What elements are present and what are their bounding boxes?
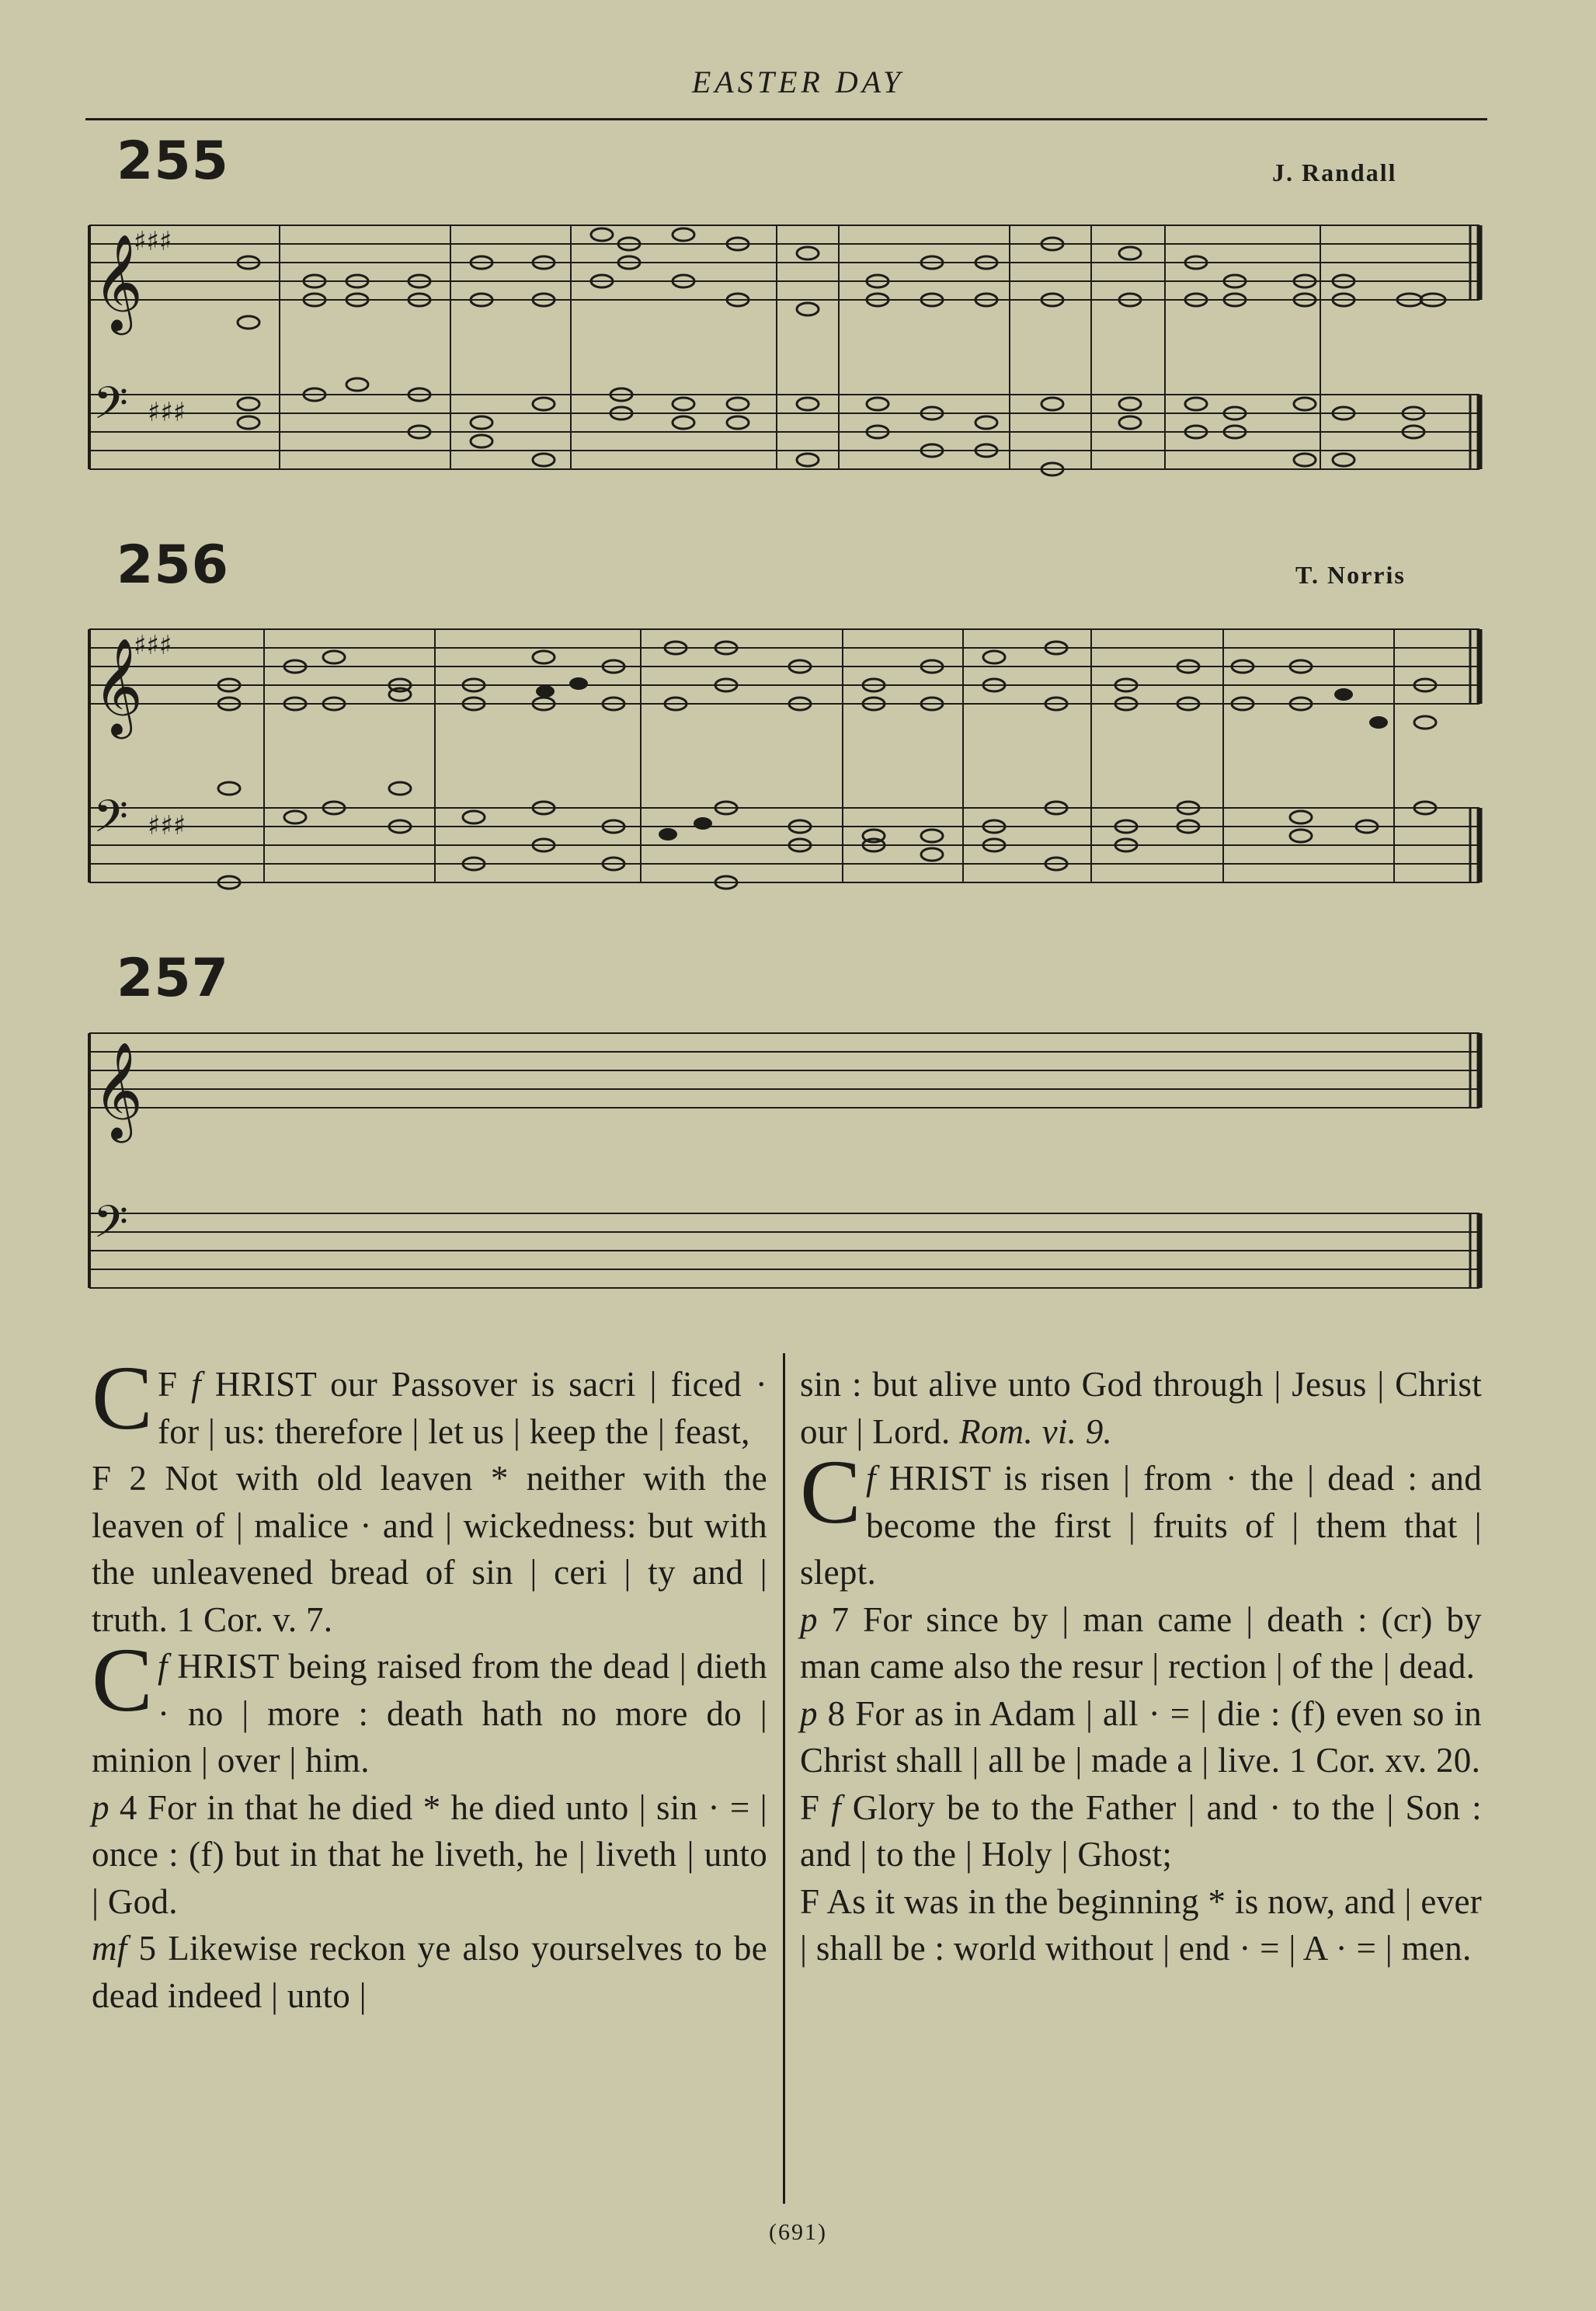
svg-text:♯♯♯: ♯♯♯ xyxy=(134,226,172,257)
dynamic-mark: f xyxy=(158,1647,168,1686)
verse-7: 7 For since by | man came | death : (cr) by man came also the resur | rection | of the | dead. xyxy=(800,1599,1482,1686)
dynamic-mark: f xyxy=(866,1459,876,1498)
verse-3: HRIST being raised from the dead | dieth · no | more : death hath no more do | minion | over | him. xyxy=(92,1647,767,1780)
treble-clef: 𝄞 xyxy=(93,234,143,331)
score-257 xyxy=(0,1010,1596,1297)
verse-mark: F xyxy=(158,1365,178,1404)
verse-1: HRIST our Passover is sacri | ficed · for | us: therefore | let us | keep the | feast, xyxy=(158,1365,768,1451)
sicut-erat: F As it was in the beginning * is now, and | ever | shall be : world without | end · = | A · = | men. xyxy=(800,1881,1482,1968)
score-255 xyxy=(0,194,1596,489)
verse-6: HRIST is risen | from · the | dead : and become the first | fruits of | them that | slept. xyxy=(800,1459,1482,1592)
psalm-left-column xyxy=(92,1347,768,2019)
scripture-ref: Rom. vi. 9. xyxy=(959,1411,1113,1451)
verse-8: 8 For as in Adam | all · = | die : (f) even so in Christ shall | all be | made a | live. xyxy=(800,1693,1482,1780)
svg-text:♯♯♯: ♯♯♯ xyxy=(148,397,186,428)
dynamic-mark: p xyxy=(92,1787,110,1827)
verse-mark: F xyxy=(800,1787,820,1827)
dynamic-mark: f xyxy=(191,1365,201,1404)
verse-5-continued: sin : but alive unto God through | Jesus | Christ our | Lord. xyxy=(800,1365,1482,1451)
scripture-ref: 1 Cor. v. 7. xyxy=(176,1599,333,1639)
svg-text:𝄞: 𝄞 xyxy=(93,638,143,735)
composer-255: J. Randall xyxy=(1272,158,1397,186)
dynamic-mark: mf xyxy=(92,1929,127,1968)
page-number: (691) xyxy=(769,2219,827,2245)
hymn-number-255: 255 xyxy=(116,131,229,192)
svg-text:𝄞: 𝄞 xyxy=(93,1042,143,1139)
verse-5: 5 Likewise reckon ye also yourselves to be dead indeed | unto | xyxy=(92,1929,767,2015)
hymn-number-257: 257 xyxy=(116,948,229,1009)
svg-text:♯♯♯: ♯♯♯ xyxy=(148,810,186,841)
psalm-right-column xyxy=(800,1361,1482,1972)
svg-text:𝄢: 𝄢 xyxy=(93,1196,129,1259)
header-rule xyxy=(85,118,1487,120)
running-header: EASTER DAY xyxy=(691,64,905,99)
composer-256: T. Norris xyxy=(1295,561,1406,589)
verse-4: 4 For in that he died * he died unto | sin · = | once : (f) but in that he liveth, he | liveth | unto | God. xyxy=(92,1787,767,1921)
svg-text:♯♯♯: ♯♯♯ xyxy=(134,630,172,661)
drop-cap: C xyxy=(92,1629,154,1731)
bass-clef: 𝄢 xyxy=(93,377,129,440)
dynamic-mark: p xyxy=(800,1693,818,1733)
svg-text:𝄢: 𝄢 xyxy=(93,790,129,854)
verse-2: F 2 Not with old leaven * neither with the leaven of | malice · and | wickedness: but with the unleavened bread of sin | ceri | ty and | truth. xyxy=(92,1459,767,1639)
scripture-ref: 1 Cor. xv. 20. xyxy=(1288,1741,1481,1780)
dynamic-mark: p xyxy=(800,1599,818,1639)
column-divider xyxy=(783,1353,785,2204)
score-256 xyxy=(0,598,1596,924)
drop-cap: C xyxy=(800,1441,862,1543)
dynamic-mark: f xyxy=(831,1787,841,1827)
gloria: Glory be to the Father | and · to the | Son : and | to the | Holy | Ghost; xyxy=(800,1787,1482,1874)
hymn-number-256: 256 xyxy=(116,534,229,596)
drop-cap: C xyxy=(92,1347,154,1449)
